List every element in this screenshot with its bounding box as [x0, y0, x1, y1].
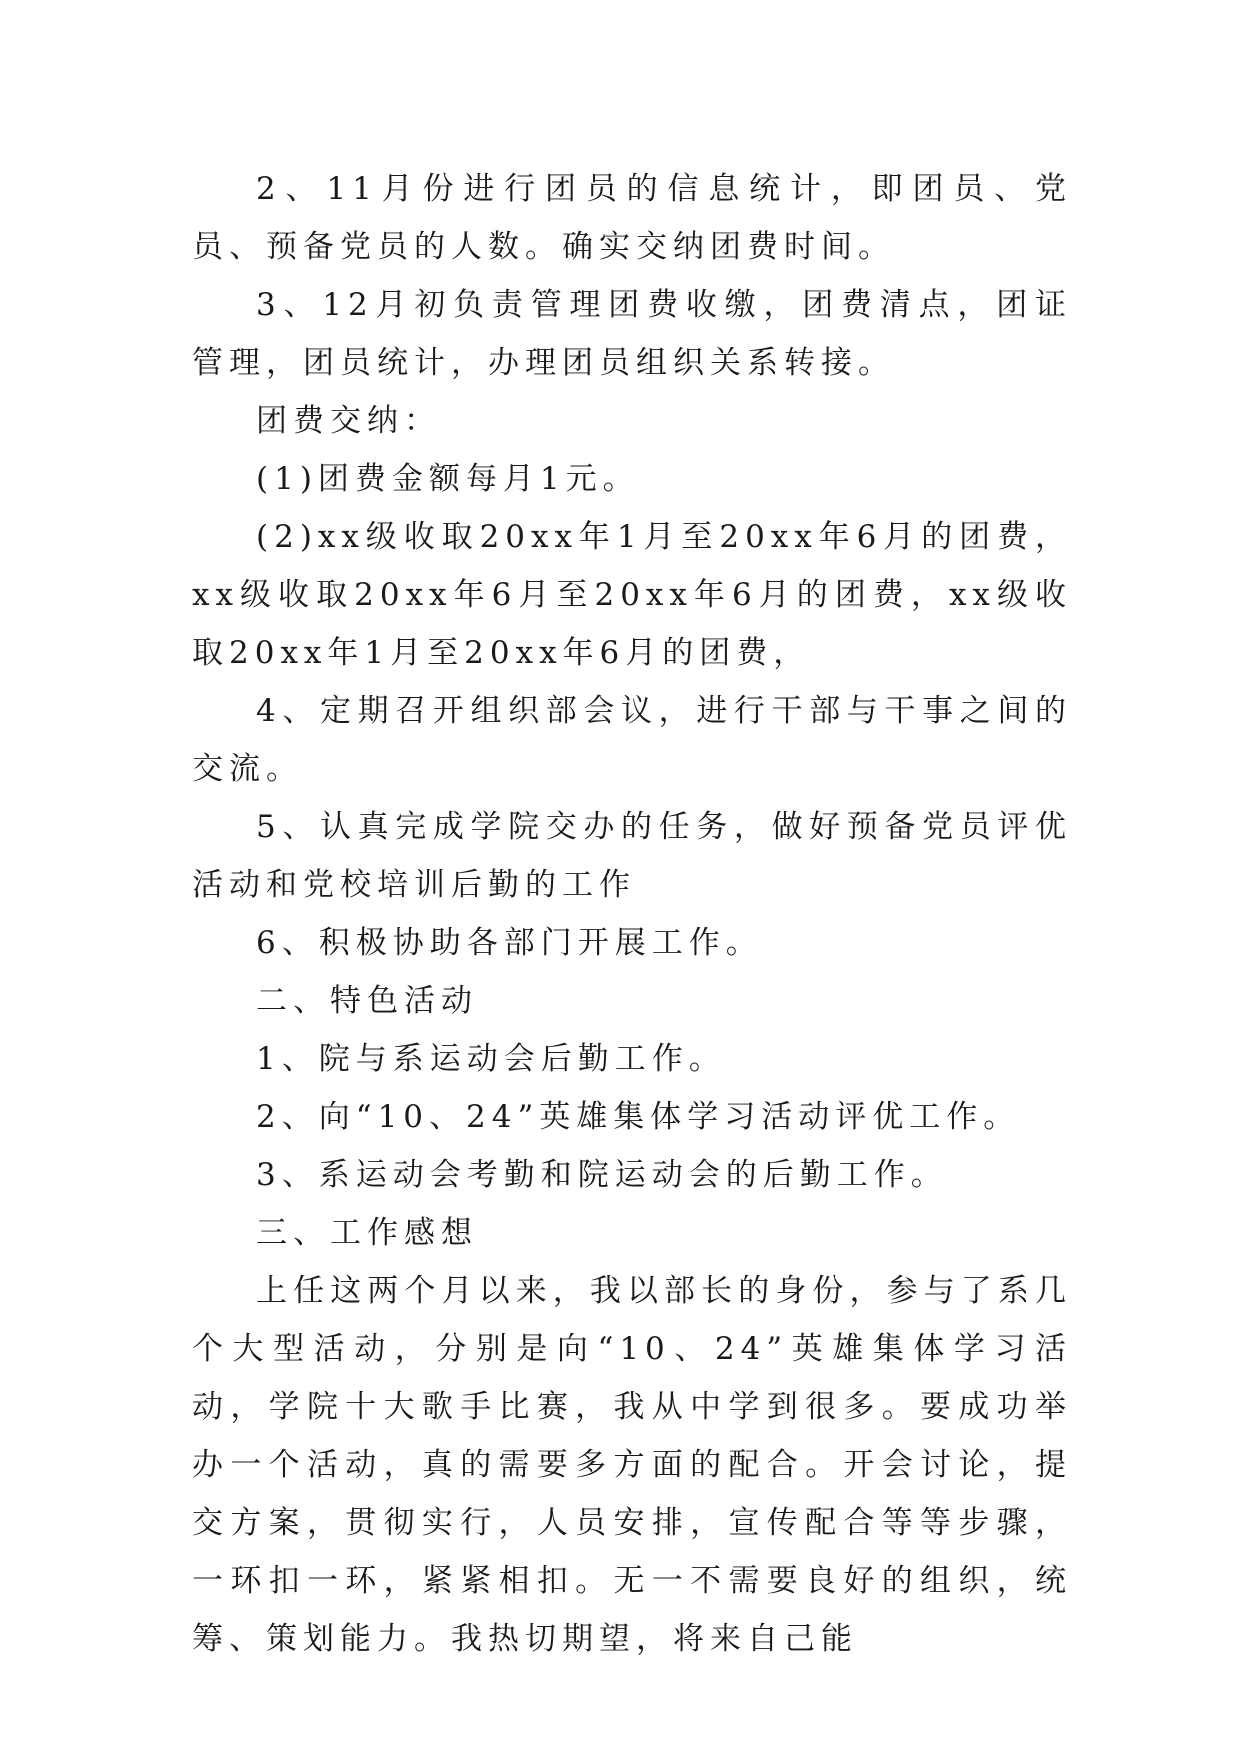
document-body [192, 160, 1072, 1668]
paragraph-fee-amount: (1)团费金额每月1元。 [256, 461, 640, 497]
paragraph-meetings: 4、定期召开组织部会议，进行干部与干事之间的交流。 [192, 693, 1072, 787]
paragraph-fee-management: 3、12月初负责管理团费收缴，团费清点，团证管理，团员统计，办理团员组织关系转接。 [192, 287, 1072, 381]
paragraph-reflections: 上任这两个月以来，我以部长的身份，参与了系几个大型活动，分别是向“10、24”英雄集体学习活动，学院十大歌手比赛，我从中学到很多。要成功举办一个活动，真的需要多方面的配合。开会讨论，提交方案，贯彻实行，人员安排，宣传配合等等步骤，一环扣一环，紧紧相扣。无一不需要良好的组织，统筹、策划能力。我热切期望，将来自己能 [192, 1273, 1072, 1657]
paragraph-fee-heading: 团费交纳： [256, 403, 441, 439]
paragraph-member-statistics: 2、11月份进行团员的信息统计，即团员、党员、预备党员的人数。确实交纳团费时间。 [192, 171, 1072, 265]
section-heading-activities: 二、特色活动 [256, 983, 478, 1019]
paragraph-hero-study: 2、向“10、24”英雄集体学习活动评优工作。 [256, 1099, 1021, 1135]
paragraph-attendance: 3、系运动会考勤和院运动会的后勤工作。 [256, 1157, 948, 1193]
section-heading-reflections: 三、工作感想 [256, 1215, 478, 1251]
paragraph-sports-logistics: 1、院与系运动会后勤工作。 [256, 1041, 726, 1077]
paragraph-tasks: 5、认真完成学院交办的任务，做好预备党员评优活动和党校培训后勤的工作 [192, 809, 1072, 903]
paragraph-fee-periods: (2)xx级收取20xx年1月至20xx年6月的团费，xx级收取20xx年6月至20xx年6月的团费，xx级收取20xx年1月至20xx年6月的团费， [192, 519, 1072, 671]
paragraph-assist: 6、积极协助各部门开展工作。 [256, 925, 763, 961]
